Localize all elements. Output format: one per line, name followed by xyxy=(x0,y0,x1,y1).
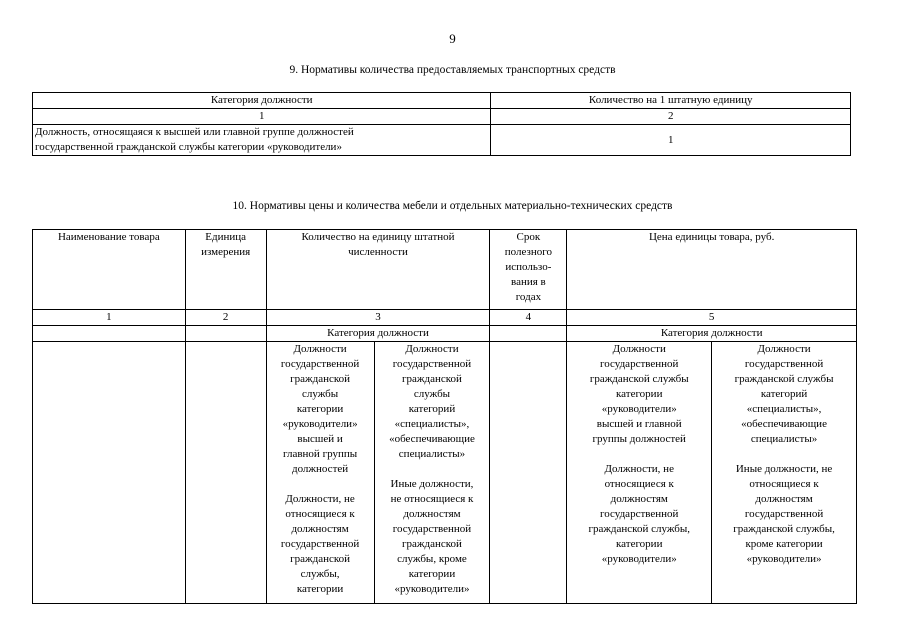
section-9-title: 9. Нормативы количества предоставляемых транспортных средств xyxy=(289,64,616,76)
header-quantity-per-unit: Количество на 1 штатную единицу xyxy=(491,93,851,109)
table-row xyxy=(33,125,851,156)
empty-cell xyxy=(490,342,567,604)
category-label-quantity: Категория должности xyxy=(266,326,490,342)
transport-norms-table xyxy=(32,92,851,156)
category-row xyxy=(33,326,857,342)
empty-cell xyxy=(185,326,266,342)
header-unit-price: Цена единицы товара, руб. xyxy=(567,230,857,310)
category-label-price: Категория должности xyxy=(567,326,857,342)
position-cell: Должность, относящаяся к высшей или главной группе должностей государственной гражданской службы категории «руководители» xyxy=(33,125,491,156)
empty-cell xyxy=(490,326,567,342)
header-unit: Единица измерения xyxy=(185,230,266,310)
page-number: 9 xyxy=(449,31,456,46)
furniture-norms-table xyxy=(32,229,857,604)
table-header-row xyxy=(33,230,857,310)
quantity-managers-cell: Должности государственной гражданской службы категории «руководители» высшей и главной группы должностей Должности, не относящиеся к должностям государственной гражданской службы, категории xyxy=(266,342,374,604)
header-position-category: Категория должности xyxy=(33,93,491,109)
empty-cell xyxy=(185,342,266,604)
column-number: 3 xyxy=(266,310,490,326)
empty-cell xyxy=(33,342,186,604)
table-row xyxy=(33,342,857,604)
column-number: 4 xyxy=(490,310,567,326)
header-useful-life: Срок полезного использо- вания в годах xyxy=(490,230,567,310)
section-10-title: 10. Нормативы цены и количества мебели и отдельных материально-технических средств xyxy=(232,200,673,212)
column-number: 1 xyxy=(33,310,186,326)
table-number-row xyxy=(33,310,857,326)
column-number: 2 xyxy=(491,109,851,125)
price-managers-cell: Должности государственной гражданской службы категории «руководители» высшей и главной группы должностей Должности, не относящиеся к должностям государственной гражданской службы, категории «руководители» xyxy=(567,342,712,604)
column-number: 2 xyxy=(185,310,266,326)
quantity-cell: 1 xyxy=(491,125,851,156)
empty-cell xyxy=(33,326,186,342)
quantity-specialists-cell: Должности государственной гражданской службы категорий «специалисты», «обеспечивающие специалисты» Иные должности, не относящиеся к должностям государственной гражданской службы, кроме категории «руководители» xyxy=(374,342,490,604)
table-header-row xyxy=(33,93,851,109)
column-number: 1 xyxy=(33,109,491,125)
column-number: 5 xyxy=(567,310,857,326)
price-specialists-cell: Должности государственной гражданской службы категорий «специалисты», «обеспечивающие специалисты» Иные должности, не относящиеся к должностям государственной гражданской службы, кроме категории «руководители» xyxy=(712,342,857,604)
header-quantity-per-staff: Количество на единицу штатной численности xyxy=(266,230,490,310)
table-number-row xyxy=(33,109,851,125)
header-product-name: Наименование товара xyxy=(33,230,186,310)
